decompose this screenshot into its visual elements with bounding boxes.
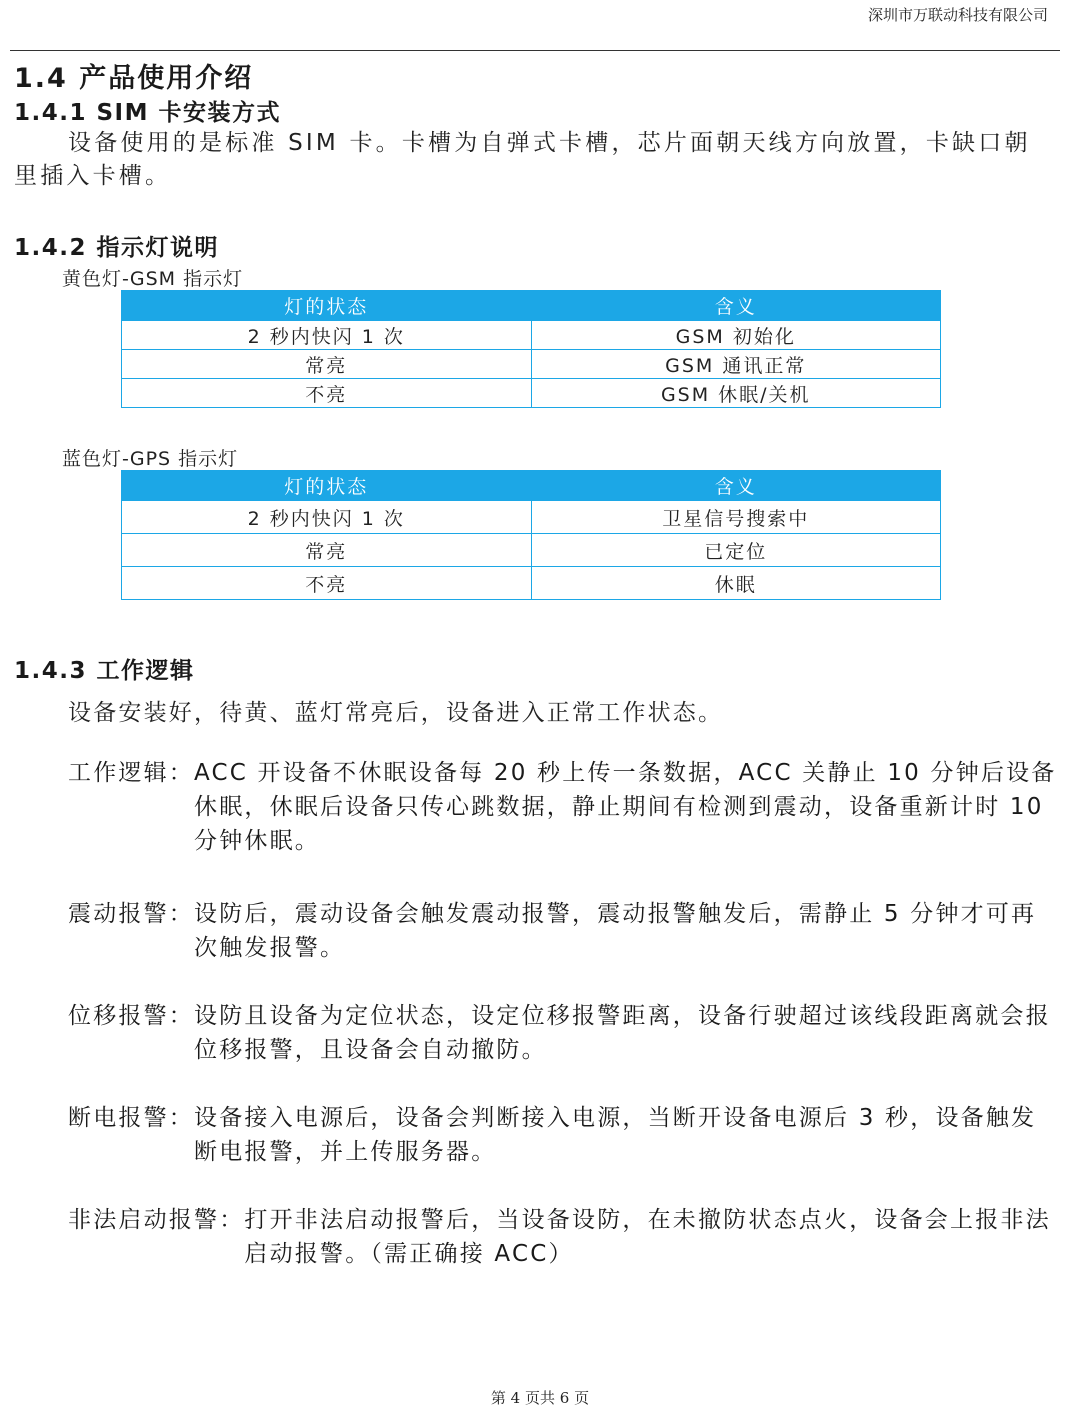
logic-item-text: 设防且设备为定位状态，设定位移报警距离，设备行驶超过该线段距离就会报位移报警，且设备会自动撤防。 xyxy=(194,1003,1051,1063)
logic-item-work-logic xyxy=(68,756,1058,858)
indicator-heading: 1.4.2 指示灯说明 xyxy=(14,235,219,261)
table-cell-meaning: GSM 初始化 xyxy=(531,321,941,350)
table-cell-meaning: 休眠 xyxy=(531,567,941,600)
sim-install-text: 设备使用的是标准 SIM 卡。卡槽为自弹式卡槽，芯片面朝天线方向放置，卡缺口朝里插入卡槽。 xyxy=(14,130,1031,189)
logic-item-displacement-alarm xyxy=(68,999,1058,1067)
table-header-row xyxy=(122,471,941,501)
table-row xyxy=(122,567,941,600)
column-header-meaning: 含义 xyxy=(531,471,941,501)
page-number: 第 4 页共 6 页 xyxy=(490,1389,590,1407)
table-cell-meaning: GSM 休眠/关机 xyxy=(531,379,941,408)
section-title: 1.4 产品使用介绍 xyxy=(14,63,254,94)
table-cell-state: 2 秒内快闪 1 次 xyxy=(122,321,532,350)
header-divider xyxy=(10,50,1060,51)
company-name: 深圳市万联动科技有限公司 xyxy=(867,6,1048,24)
table-cell-meaning: GSM 通讯正常 xyxy=(531,350,941,379)
column-header-state: 灯的状态 xyxy=(122,291,532,321)
logic-item-text: 设防后，震动设备会触发震动报警，震动报警触发后，需静止 5 分钟才可再次触发报警。 xyxy=(194,901,1037,961)
gps-indicator-table xyxy=(121,470,941,600)
gsm-indicator-table xyxy=(121,290,941,408)
table-row xyxy=(122,501,941,534)
work-logic-heading: 1.4.3 工作逻辑 xyxy=(14,658,195,684)
table-cell-state: 不亮 xyxy=(122,567,532,600)
logic-item-illegal-start-alarm xyxy=(68,1203,1058,1271)
logic-item-label: 位移报警： xyxy=(68,1003,194,1029)
table-header-row xyxy=(122,291,941,321)
column-header-state: 灯的状态 xyxy=(122,471,532,501)
table-cell-state: 常亮 xyxy=(122,350,532,379)
sim-install-heading: 1.4.1 SIM 卡安装方式 xyxy=(14,100,282,126)
table-cell-state: 2 秒内快闪 1 次 xyxy=(122,501,532,534)
work-logic-intro: 设备安装好，待黄、蓝灯常亮后，设备进入正常工作状态。 xyxy=(68,700,724,726)
logic-item-text: 设备接入电源后，设备会判断接入电源，当断开设备电源后 3 秒，设备触发断电报警，并上传服务器。 xyxy=(194,1105,1037,1165)
table-row xyxy=(122,350,941,379)
gps-light-title: 蓝色灯-GPS 指示灯 xyxy=(62,448,239,470)
table-row xyxy=(122,321,941,350)
table-cell-meaning: 已定位 xyxy=(531,534,941,567)
table-cell-meaning: 卫星信号搜索中 xyxy=(531,501,941,534)
logic-item-text: ACC 开设备不休眠设备每 20 秒上传一条数据，ACC 关静止 10 分钟后设备休眠，休眠后设备只传心跳数据，静止期间有检测到震动，设备重新计时 10 分钟休眠。 xyxy=(194,760,1057,854)
table-cell-state: 常亮 xyxy=(122,534,532,567)
column-header-meaning: 含义 xyxy=(531,291,941,321)
logic-item-label: 断电报警： xyxy=(68,1105,194,1131)
logic-item-label: 非法启动报警： xyxy=(68,1207,245,1233)
gsm-light-title: 黄色灯-GSM 指示灯 xyxy=(62,268,244,290)
table-row xyxy=(122,379,941,408)
table-row xyxy=(122,534,941,567)
logic-item-vibration-alarm xyxy=(68,897,1058,965)
logic-item-label: 震动报警： xyxy=(68,901,194,927)
table-cell-state: 不亮 xyxy=(122,379,532,408)
logic-item-power-off-alarm xyxy=(68,1101,1058,1169)
logic-item-label: 工作逻辑： xyxy=(68,760,194,786)
logic-item-text: 打开非法启动报警后，当设备设防，在未撤防状态点火，设备会上报非法启动报警。（需正确接 ACC） xyxy=(244,1207,1051,1267)
